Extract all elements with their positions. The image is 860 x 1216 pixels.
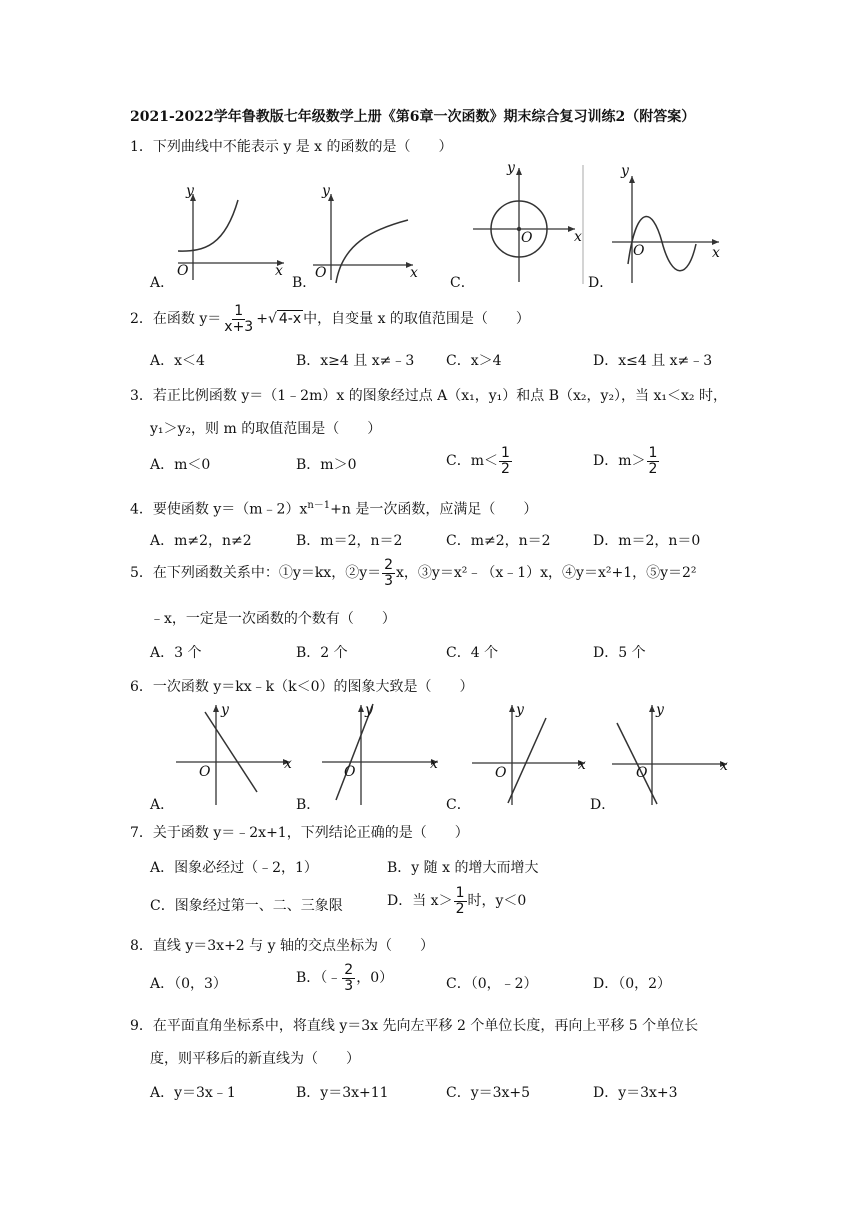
q6b-o-label: O [344,764,356,780]
q5-option-d: D．5 个 [593,645,646,661]
q3-d-den: 2 [648,460,658,477]
q6d-o-label: O [636,765,648,781]
q8-b-den: 3 [344,977,354,994]
q6-graph-a [176,705,290,805]
q4-option-a: A．m≠2，n≠2 [150,533,252,549]
q8-b-pre: B．（﹣ [296,970,342,987]
q2-option-a: A．x＜4 [150,353,205,369]
q1a-x-label: x [275,263,283,279]
q8-b-post: ，0） [356,970,394,987]
q5-option-c: C．4 个 [446,645,499,661]
q1c-o-label: O [521,230,533,246]
q9-option-c: C．y＝3x+5 [446,1085,531,1101]
q6-graph-d [612,705,727,805]
q7-option-b: B．y 随 x 的增大而增大 [387,860,539,876]
q5-stem-pre: 5．在下列函数关系中：①y＝kx，②y＝ [130,565,382,582]
question-3-line-2: y₁＞y₂，则 m 的取值范围是（ ） [150,421,382,437]
q4-exponent: n－1 [307,500,331,511]
q3-option-d-text: D．m＞ [593,453,646,470]
q7-d-fraction [454,886,467,916]
q2-stem-pre: 2．在函数 y＝ [130,311,222,328]
q6-graph-c [472,705,585,805]
q5-num: 2 [384,557,394,573]
q2-option-d: D．x≤4 且 x≠﹣3 [593,353,713,369]
q8-b-num: 2 [344,962,354,978]
q1b-y-label: y [322,183,330,199]
q6b-x-label: x [430,756,438,772]
q9-option-d: D．y＝3x+3 [593,1085,678,1101]
q7-option-c: C．图象经过第一、二、三象限 [150,898,343,914]
q6a-y-label: y [221,702,229,718]
page-title: 2021-2022学年鲁教版七年级数学上册《第6章一次函数》期末综合复习训练2（附答案） [130,109,696,125]
q1a-y-label: y [186,183,194,199]
q9-option-b: B．y＝3x+11 [296,1085,389,1101]
question-7-stem: 7．关于函数 y＝﹣2x+1，下列结论正确的是（ ） [130,825,469,841]
q8-b-fraction [342,963,355,993]
q8-option-a: A．（0，3） [150,976,227,992]
q4-option-d: D．m＝2，n＝0 [593,533,701,549]
q3-c-den: 2 [501,460,510,477]
q3-option-a: A．m＜0 [150,457,211,473]
q5-option-a: A．3 个 [150,645,202,661]
q1a-o-label: O [177,263,189,279]
q7-option-d [387,886,526,916]
q2-frac-num: 1 [234,303,244,319]
q8-option-d: D．（0，2） [593,976,672,992]
q6d-x-label: x [720,758,728,774]
q2-option-c: C．x＞4 [446,353,502,369]
q1-option-d: D． [588,275,614,291]
q1c-x-label: x [574,229,582,245]
q1b-o-label: O [315,265,327,281]
q4-stem-pre: 4．要使函数 y＝（m﹣2）x [130,501,308,518]
q2-option-b: B．x≥4 且 x≠﹣3 [296,353,415,369]
q6d-y-label: y [656,702,664,718]
question-1-stem: 1．下列曲线中不能表示 y 是 x 的函数的是（ ） [130,139,453,155]
q6c-x-label: x [578,757,586,773]
q5-option-b: B．2 个 [296,645,348,661]
q2-radicand: 4-x [278,311,302,328]
question-5-line-2: ﹣x，一定是一次函数的个数有（ ） [150,611,396,627]
q7-d-pre: D．当 x＞ [387,893,453,910]
question-3-line-1: 3．若正比例函数 y＝（1﹣2m）x 的图象经过点 A（x₁，y₁）和点 B（x₂，y₂），当 x₁＜x₂ 时， [130,388,727,404]
q7-d-den: 2 [455,900,465,917]
q3-d-num: 1 [648,445,658,461]
q6-option-b: B． [296,797,321,813]
q7-d-post: 时，y＜0 [467,893,527,910]
q6-option-c: C． [446,797,471,813]
question-9-line-2: 度，则平移后的新直线为（ ） [150,1051,360,1067]
q2-plus: + [256,311,268,328]
q3-option-c-text: C．m＜ [446,453,498,470]
q2-sqrt: √ 4-x [267,311,302,328]
q8-option-c: C．（0，﹣2） [446,976,538,992]
q1-option-b: B． [292,275,317,291]
q4-stem-post: +n 是一次函数，应满足（ ） [330,501,538,518]
question-6-stem: 6．一次函数 y＝kx﹣k（k＜0）的图象大致是（ ） [130,679,474,695]
q1d-x-label: x [712,245,720,261]
q3-option-b: B．m＞0 [296,457,357,473]
q5-stem-mid: x，③y＝x²﹣（x﹣1）x，④y＝x²+1，⑤y＝2² [396,565,697,582]
q2-stem-post: 中，自变量 x 的取值范围是（ ） [303,311,530,328]
q1-option-a: A． [150,275,175,291]
question-9-line-1: 9．在平面直角坐标系中，将直线 y＝3x 先向左平移 2 个单位长度，再向上平移 5 个单位长 [130,1018,699,1034]
q9-option-a: A．y＝3x﹣1 [150,1085,236,1101]
q4-option-c: C．m≠2，n＝2 [446,533,551,549]
question-8-stem: 8．直线 y＝3x+2 与 y 轴的交点坐标为（ ） [130,938,434,954]
q2-frac-den: x+3 [224,318,254,335]
q6b-y-label: y [365,702,373,718]
q7-option-a: A．图象必经过（﹣2，1） [150,860,318,876]
q6c-y-label: y [516,702,524,718]
q8-option-b [296,963,393,993]
q1b-x-label: x [410,265,418,281]
q5-den: 3 [384,572,394,589]
q7-d-num: 1 [455,885,465,901]
q6c-o-label: O [495,765,507,781]
q6-graph-b [322,704,438,805]
q1d-y-label: y [621,163,629,179]
q6-option-a: A． [150,797,175,813]
q3-c-num: 1 [501,445,510,461]
q1d-o-label: O [633,243,645,259]
q1c-y-label: y [507,160,515,176]
q6a-o-label: O [199,764,211,780]
q6-option-d: D． [590,797,616,813]
q4-option-b: B．m＝2，n＝2 [296,533,403,549]
q1-option-c: C． [450,275,475,291]
q6a-x-label: x [284,756,292,772]
